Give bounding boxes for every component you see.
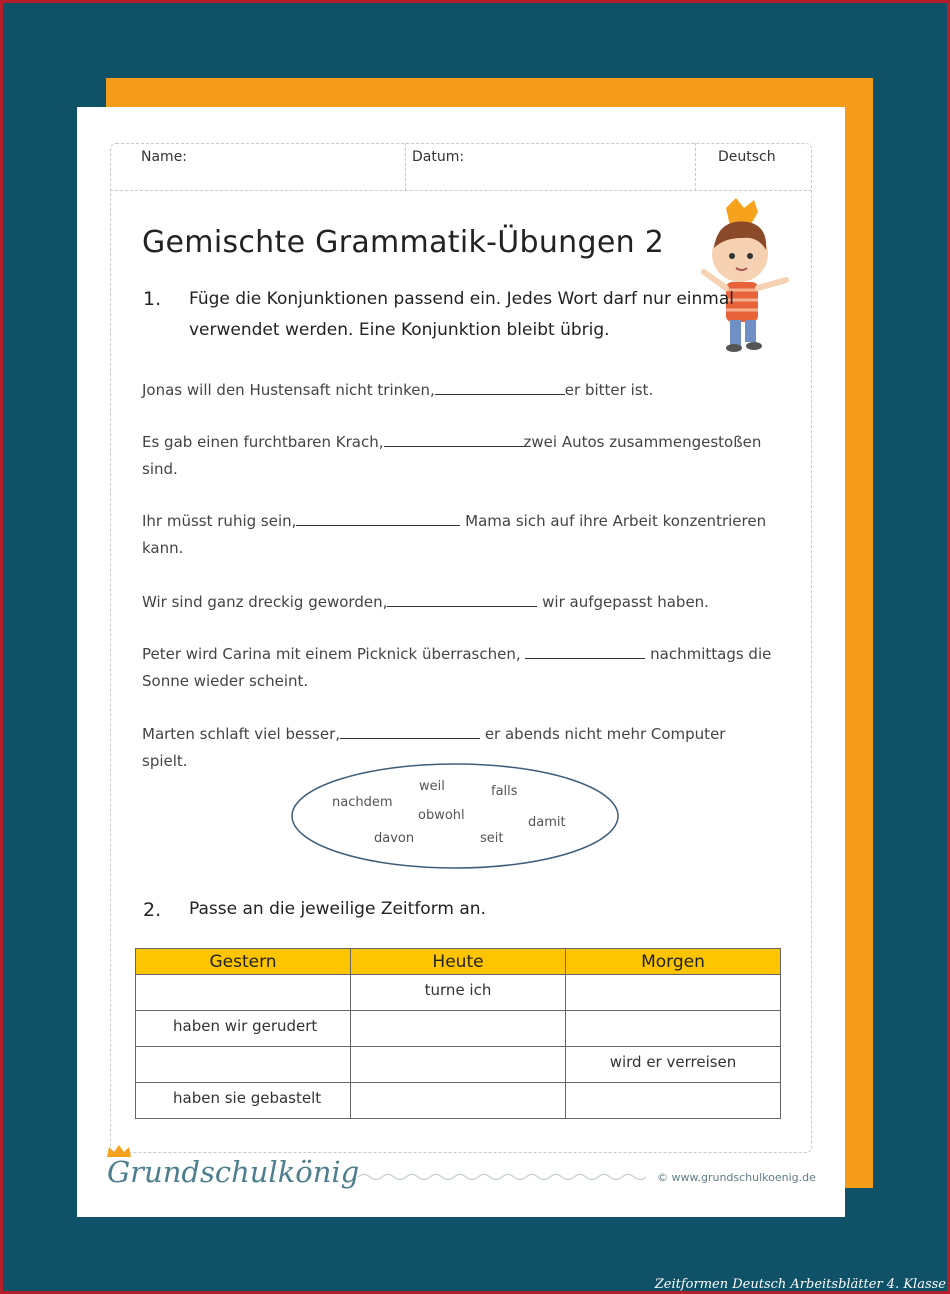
fill-in-blank[interactable] [387, 590, 537, 607]
subject-label: Deutsch [718, 149, 776, 165]
table-cell[interactable]: haben wir gerudert [136, 1011, 351, 1047]
task1-instruction-line1: Füge die Konjunktionen passend ein. Jedes Wort darf nur einmal [189, 289, 735, 309]
fill-in-blank[interactable] [296, 509, 460, 526]
grundschulkoenig-logo: Grundschulkönig [107, 1155, 360, 1189]
column-header-gestern: Gestern [136, 949, 351, 975]
table-cell[interactable] [351, 1047, 566, 1083]
word-bank-word: davon [374, 831, 415, 846]
word-bank-word: seit [480, 831, 504, 846]
table-cell[interactable] [566, 975, 781, 1011]
worksheet-header [110, 143, 812, 191]
table-cell[interactable] [566, 1011, 781, 1047]
task2-number: 2. [143, 899, 162, 921]
table-cell[interactable]: wird er verreisen [566, 1047, 781, 1083]
sentence-2 [142, 429, 772, 483]
sentence-text: Es gab einen furchtbaren Krach, [142, 433, 384, 451]
tense-table [135, 948, 781, 1119]
sentence-text: Marten schlaft viel besser, [142, 725, 341, 743]
word-bank-word: obwohl [418, 808, 465, 823]
sentence-3 [142, 508, 772, 562]
column-header-heute: Heute [351, 949, 566, 975]
fill-in-blank[interactable] [340, 722, 480, 739]
word-bank-word: falls [491, 784, 518, 799]
sentence-text: er bitter ist. [564, 381, 654, 399]
website-link[interactable]: © www.grundschulkoenig.de [657, 1171, 816, 1184]
table-cell[interactable]: haben sie gebastelt [136, 1083, 351, 1119]
word-bank-word: damit [528, 815, 566, 830]
sentence-1 [142, 377, 772, 404]
worksheet-title: Gemischte Grammatik-Übungen 2 [142, 225, 665, 260]
sentence-text: zwei Autos zusammengestoßen sind. [142, 433, 762, 478]
table-cell[interactable] [351, 1083, 566, 1119]
word-bank-word: weil [419, 779, 445, 794]
table-cell[interactable]: turne ich [351, 975, 566, 1011]
table-row [136, 1047, 781, 1083]
table-header-row [136, 949, 781, 975]
fill-in-blank[interactable] [525, 642, 645, 659]
task2-instruction: Passe an die jeweilige Zeitform an. [189, 899, 486, 919]
sentence-text: wir aufgepasst haben. [537, 593, 709, 611]
sentence-4 [142, 589, 772, 616]
table-row [136, 1011, 781, 1047]
sentence-text: Wir sind ganz dreckig geworden, [142, 593, 388, 611]
footer-wave-line [358, 1172, 650, 1182]
word-bank-word: nachdem [332, 795, 393, 810]
image-caption: Zeitformen Deutsch Arbeitsblätter 4. Klasse [654, 1277, 946, 1292]
column-header-morgen: Morgen [566, 949, 781, 975]
sentence-5 [142, 641, 772, 695]
table-cell[interactable] [566, 1083, 781, 1119]
task1-instruction-line2: verwendet werden. Eine Konjunktion bleibt übrig. [189, 320, 610, 340]
sentence-text: er abends nicht mehr Computer spielt. [142, 725, 726, 770]
fill-in-blank[interactable] [384, 430, 524, 447]
word-bank [290, 762, 620, 870]
table-cell[interactable] [136, 1047, 351, 1083]
task1-instruction [189, 284, 749, 346]
sentence-text: Jonas will den Hustensaft nicht trinken, [142, 381, 435, 399]
name-field: Name: [110, 143, 406, 191]
date-field: Datum: [406, 143, 696, 191]
fill-in-blank[interactable] [435, 378, 565, 395]
sentence-text: nachmittags die Sonne wieder scheint. [142, 645, 772, 690]
sentence-text: Mama sich auf ihre Arbeit konzentrieren kann. [142, 512, 767, 557]
table-row [136, 1083, 781, 1119]
table-cell[interactable] [136, 975, 351, 1011]
sentence-text: Peter wird Carina mit einem Picknick überraschen, [142, 645, 526, 663]
table-row [136, 975, 781, 1011]
sentence-text: Ihr müsst ruhig sein, [142, 512, 297, 530]
table-cell[interactable] [351, 1011, 566, 1047]
task1-number: 1. [143, 288, 162, 310]
